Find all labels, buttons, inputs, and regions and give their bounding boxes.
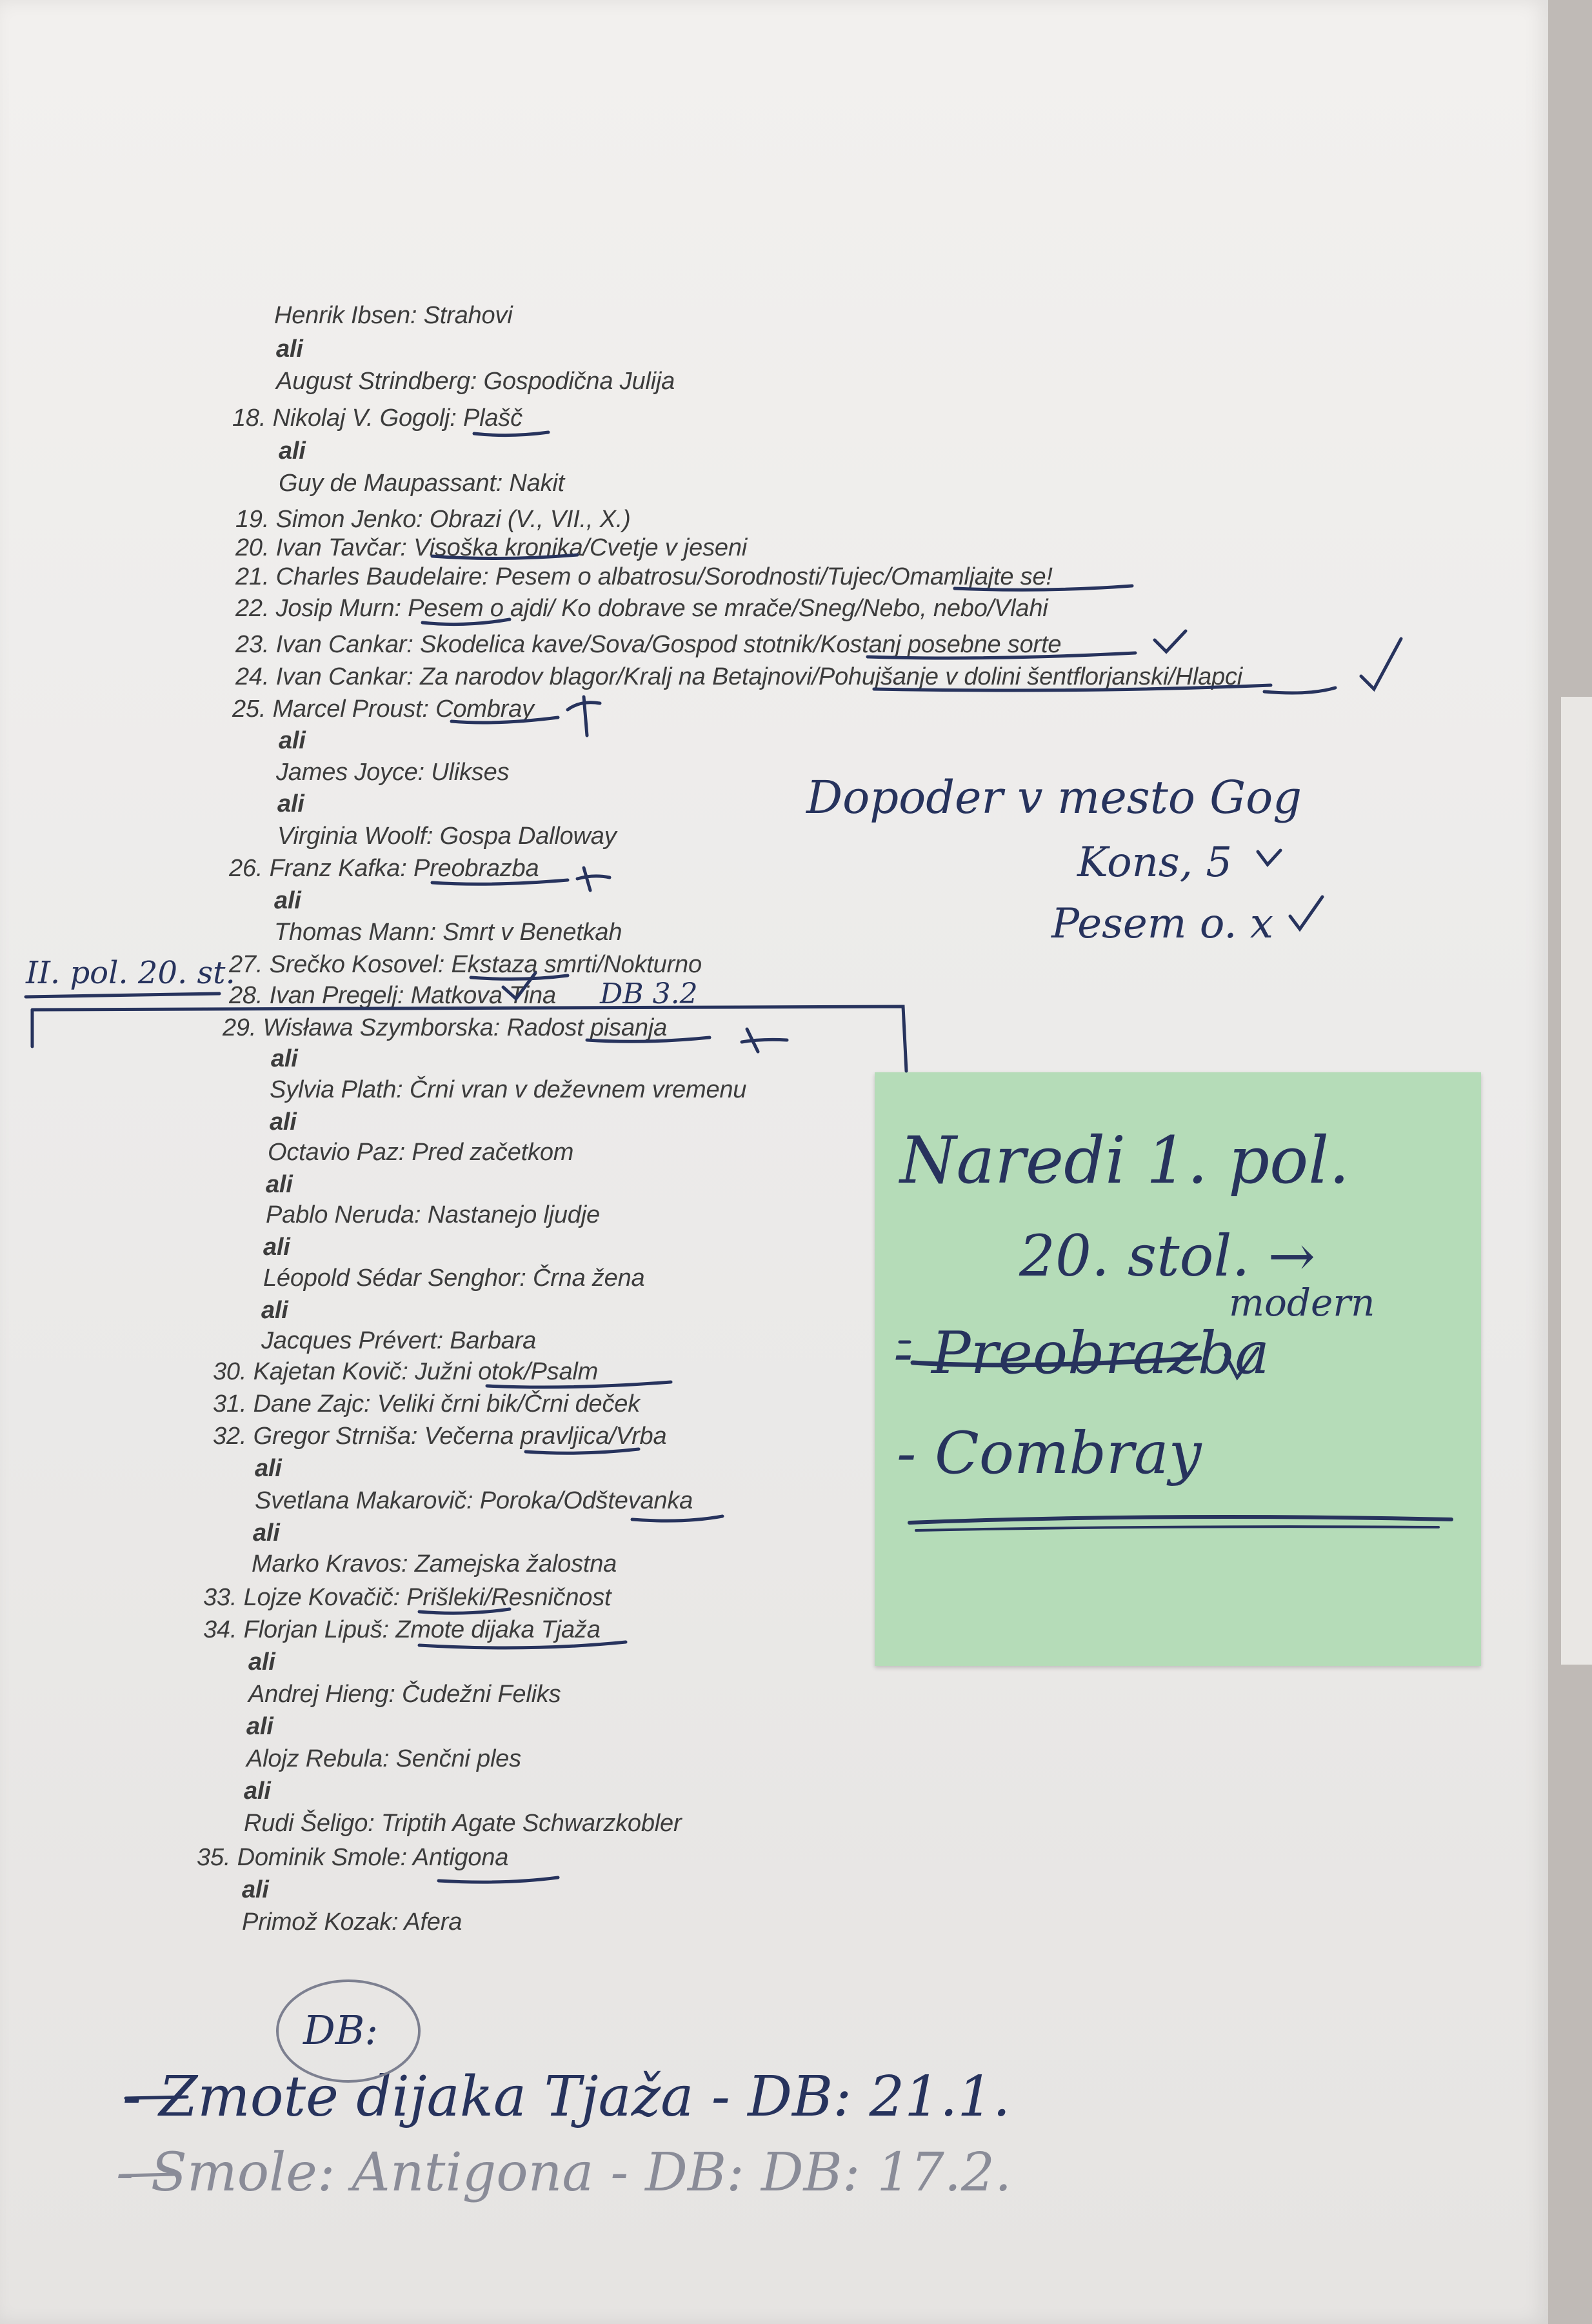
list-line: 26. Franz Kafka: Preobrazba (229, 855, 539, 882)
list-line: ali (242, 1876, 269, 1903)
sticky-line: Naredi 1. pol. (900, 1123, 1350, 1198)
list-line: Primož Kozak: Afera (242, 1908, 463, 1936)
list-line: Guy de Maupassant: Nakit (279, 470, 564, 497)
list-line: 22. Josip Murn: Pesem o ajdi/ Ko dobrave se mrače/Sneg/Nebo, nebo/Vlahi (235, 595, 1048, 622)
list-line: August Strindberg: Gospodična Julija (276, 368, 675, 395)
list-line: James Joyce: Ulikses (276, 759, 510, 786)
list-line: 31. Dane Zajc: Veliki črni bik/Črni deček (213, 1390, 640, 1417)
list-line: Octavio Paz: Pred začetkom (268, 1139, 574, 1166)
list-line: ali (244, 1778, 271, 1805)
db-line: - Zmote dijaka Tjaža - DB: 21.1. (123, 2065, 1011, 2129)
list-line: 25. Marcel Proust: Combray (232, 696, 534, 723)
list-line: ali (261, 1297, 288, 1324)
right-note: Kons, 5 (1077, 839, 1233, 887)
list-line: ali (270, 1108, 297, 1136)
list-line: 20. Ivan Tavčar: Visoška kronika/Cvetje v jeseni (235, 534, 748, 561)
right-note: Dopoder v mesto Gog (806, 771, 1302, 824)
list-line: 32. Gregor Strniša: Večerna pravljica/Vrba (213, 1423, 667, 1450)
list-line: ali (279, 437, 306, 465)
list-line: ali (279, 727, 306, 754)
list-line: 35. Dominik Smole: Antigona (197, 1844, 509, 1871)
list-line: 28. Ivan Pregelj: Matkova Tina (229, 982, 556, 1009)
list-line: 24. Ivan Cankar: Za narodov blagor/Kralj na Betajnovi/Pohujšanje v dolini šentflorjanski/Hlapci (235, 663, 1242, 690)
list-line: Rudi Šeligo: Triptih Agate Schwarzkobler (244, 1810, 682, 1837)
sticky-line: 20. stol. → (1019, 1223, 1316, 1289)
list-line: Virginia Woolf: Gospa Dalloway (277, 823, 617, 850)
list-line: Pablo Neruda: Nastanejo ljudje (266, 1201, 600, 1228)
list-line: Léopold Sédar Senghor: Črna žena (263, 1265, 645, 1292)
right-note: Pesem o. x (1051, 900, 1273, 948)
list-line: ali (276, 336, 303, 363)
list-line: Henrik Ibsen: Strahovi (274, 302, 513, 329)
list-line: 33. Lojze Kovačič: Prišleki/Resničnost (203, 1584, 612, 1611)
list-line: ali (255, 1455, 282, 1482)
margin-note: II. pol. 20. st. (26, 955, 235, 991)
list-line: Andrej Hieng: Čudežni Feliks (248, 1681, 561, 1708)
list-line: 34. Florjan Lipuš: Zmote dijaka Tjaža (203, 1616, 601, 1643)
list-line: ali (277, 790, 304, 817)
list-line: Thomas Mann: Smrt v Benetkah (274, 919, 622, 946)
list-line: ali (266, 1171, 293, 1198)
list-line: ali (271, 1045, 298, 1072)
list-line: 27. Srečko Kosovel: Ekstaza smrti/Nokturno (229, 951, 702, 978)
list-line: ali (253, 1519, 280, 1547)
list-line: 19. Simon Jenko: Obrazi (V., VII., X.) (235, 506, 631, 533)
list-line: Svetlana Makarovič: Poroka/Odštevanka (255, 1487, 693, 1514)
list-line: ali (263, 1234, 290, 1261)
list-line: 30. Kajetan Kovič: Južni otok/Psalm (213, 1358, 599, 1385)
db-line: - Smole: Antigona - DB: DB: 17.2. (116, 2142, 1012, 2203)
list-line: Marko Kravos: Zamejska žalostna (252, 1550, 617, 1578)
list-line: 29. Wisława Szymborska: Radost pisanja (223, 1014, 668, 1041)
item28-note: DB 3.2 (600, 977, 698, 1010)
second-page-edge (1561, 697, 1592, 1665)
list-line: ali (274, 887, 301, 914)
list-line: ali (248, 1648, 275, 1676)
sticky-line: - Combray (897, 1419, 1202, 1487)
sticky-line: modern (1229, 1281, 1375, 1325)
list-line: Alojz Rebula: Senčni ples (246, 1745, 521, 1772)
sticky-line: - Preobrazba (893, 1319, 1270, 1387)
list-line: Sylvia Plath: Črni vran v deževnem vremenu (270, 1076, 747, 1103)
db-label: DB: (303, 2007, 379, 2054)
list-line: 21. Charles Baudelaire: Pesem o albatrosu/Sorodnosti/Tujec/Omamljajte se! (235, 563, 1053, 590)
list-line: 18. Nikolaj V. Gogolj: Plašč (232, 405, 522, 432)
list-line: ali (246, 1713, 274, 1740)
list-line: Jacques Prévert: Barbara (261, 1327, 537, 1354)
list-line: 23. Ivan Cankar: Skodelica kave/Sova/Gospod stotnik/Kostanj posebne sorte (235, 631, 1062, 658)
